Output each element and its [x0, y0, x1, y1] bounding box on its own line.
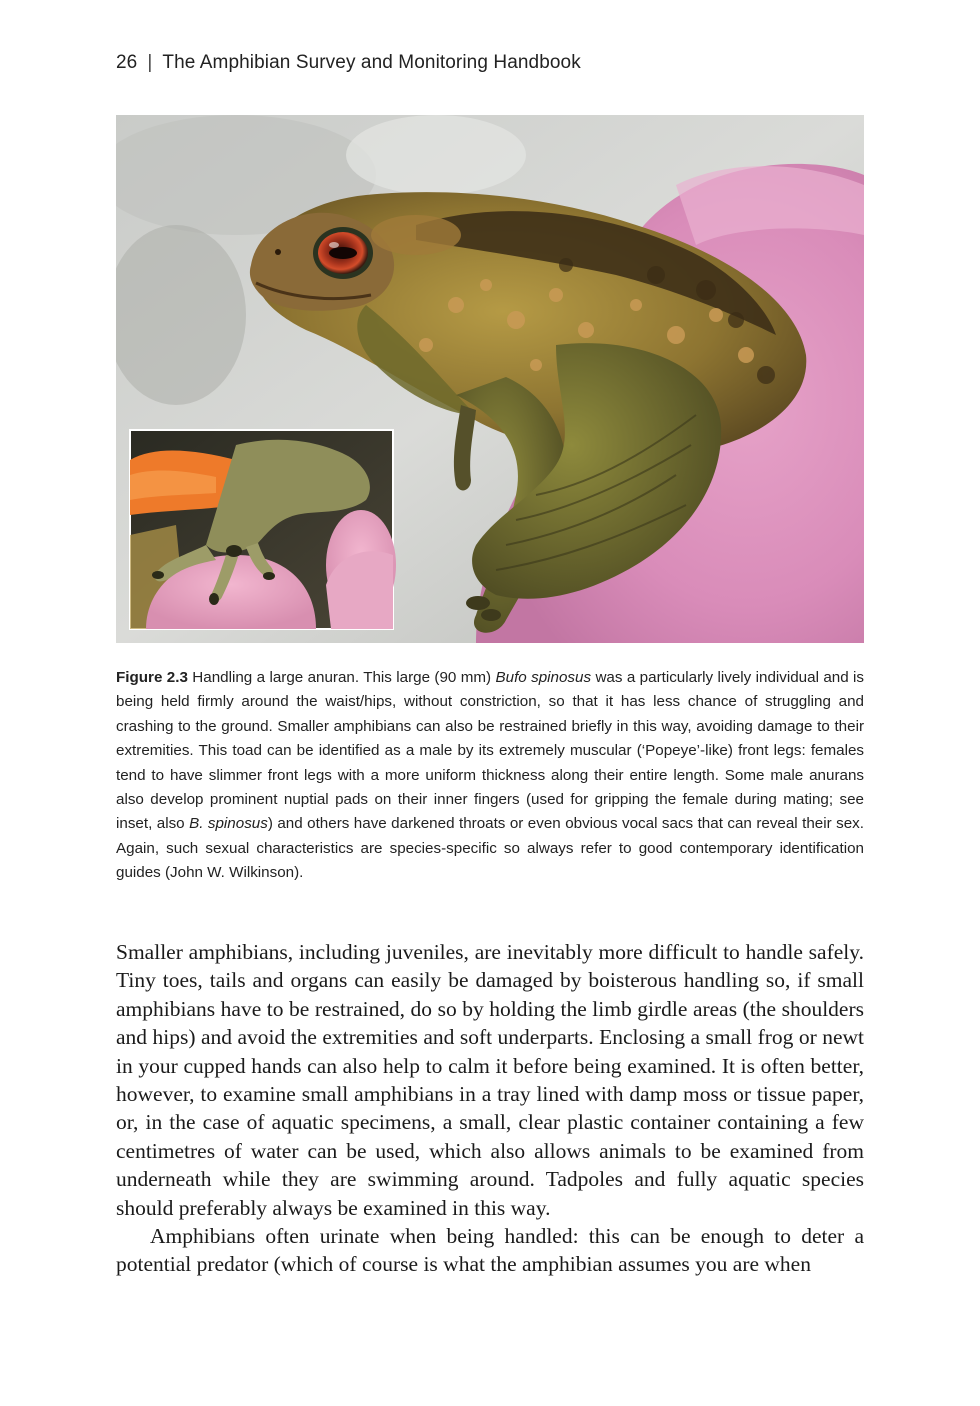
header-separator: |	[147, 52, 153, 73]
caption-text-2: was a particularly lively individual and is being held firmly around the waist/hips, without constriction, so that it has less chance of struggling and crashing to the ground. Smaller amphibians can also be restrained briefly in this way, avoiding damage to their extremities. This toad can be identified as a male by its extremely muscular (‘Popeye’-like) front legs: females tend to have slimmer front legs with a more uniform thickness along their entire length. Some male anurans also develop prominent nuptial pads on their inner fingers (used for gripping the female during mating; see inset, also	[116, 669, 865, 833]
species-name-2: B. spinosus	[189, 815, 268, 833]
caption-text-3: ) and others have darkened throats or even obvious vocal sacs that can reveal their sex. Again, such sexual characteristics are species-specific so always refer to good contemporary identification guides (John W. Wilkinson).	[116, 815, 864, 882]
figure-photo	[116, 115, 864, 643]
page-number: 26	[116, 52, 138, 73]
species-name-1: Bufo spinosus	[495, 669, 592, 686]
caption-text-1: Handling a large anuran. This large (90 mm)	[187, 669, 496, 686]
paragraph-1: Smaller amphibians, including juveniles, are inevitably more difficult to handle safely. Tiny toes, tails and organs can easily be damaged by boisterous handling so, if small amphibians have to be restrained, do so by holding the limb girdle areas (the shoulders and hips) and avoid the extremities and soft underparts. Enclosing a small frog or newt in your cupped hands can also help to calm it before being examined. It is often better, however, to examine small amphibians in a tray lined with damp moss or tissue paper, or, in the case of aquatic specimens, a small, clear plastic container containing a few centimetres of water can be used, which also allows animals to be examined from underneath while they are swimming around. Tadpoles and fully aquatic species should preferably always be examined in this way.	[116, 940, 864, 1220]
figure-caption	[116, 666, 864, 886]
figure-label: Figure 2.3	[116, 669, 188, 686]
paragraph-2: Amphibians often urinate when being handled: this can be enough to deter a potential predator (which of course is what the amphibian assumes you are when	[116, 1224, 864, 1277]
book-title: The Amphibian Survey and Monitoring Handbook	[162, 52, 581, 73]
body-text	[116, 938, 864, 1279]
inset-photo	[130, 430, 396, 629]
running-header	[116, 52, 581, 74]
